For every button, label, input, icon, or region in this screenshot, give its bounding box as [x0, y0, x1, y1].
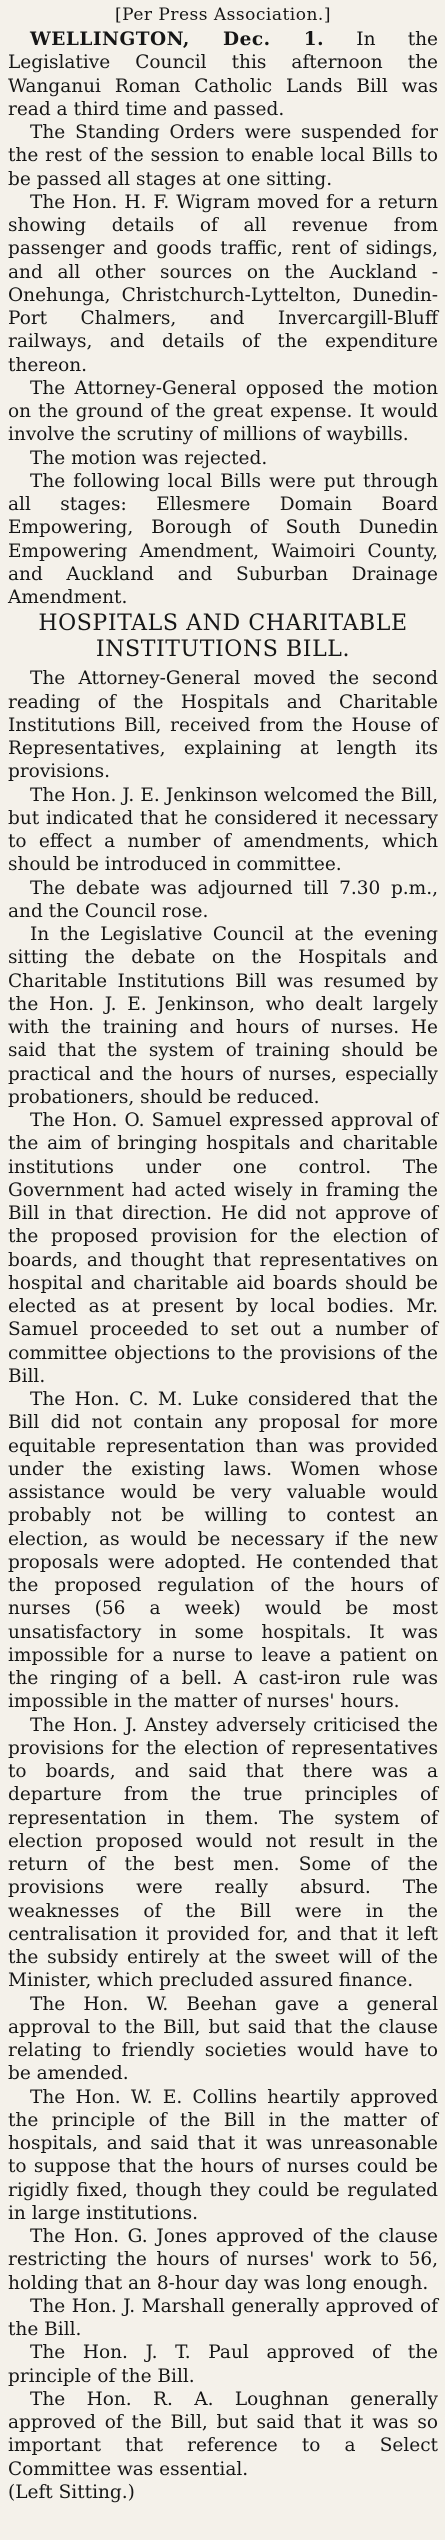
article-paragraph: The Hon. J. T. Paul approved of the principle of the Bill. [8, 2342, 438, 2387]
article-paragraph: In the Legislative Council at the evening sitting the debate on the Hospitals and Charitable Institutions Bill was resumed by the Hon. J. E. Jenkinson, who dealt largely with the training and hours of nurses. He said that the system of training should be practical and the hours of nurses, especially probationers, should be reduced. [8, 924, 438, 1108]
lead-paragraph [8, 28, 438, 121]
article-paragraph: The following local Bills were put through all stages: Ellesmere Domain Board Empowering, Borough of South Dunedin Empowering Amendment, Waimoiri County, and Auckland and Suburban Drainage Amendment. [8, 470, 438, 608]
article-paragraph: The Hon. G. Jones approved of the clause restricting the hours of nurses' work to 56, holding that an 8-hour day was long enough. [8, 2226, 438, 2294]
article-paragraph: The Hon. R. A. Loughnan generally approved of the Bill, but said that it was so important that reference to a Select Committee was essential. [8, 2388, 438, 2480]
article-paragraph: The Attorney-General opposed the motion on the ground of the great expense. It would involve the scrutiny of millions of waybills. [8, 377, 438, 446]
article-paragraph: The Hon. J. E. Jenkinson welcomed the Bill, but indicated that he considered it necessary to effect a number of amendments, which should be introduced in committee. [8, 784, 438, 876]
closing-note: (Left Sitting.) [8, 2481, 135, 2503]
article-paragraph: The Hon. J. Anstey adversely criticised the provisions for the election of representatives to boards, and said that there was a departure from the true principles of representation in them. The system of election proposed would not result in the return of the best men. Some of the provisions were really absurd. The weaknesses of the Bill were in the centralisation it provided for, and that it left the subsidy entirely at the sweet will of the Minister, which precluded assured finance. [8, 1714, 438, 1992]
bill-debate [8, 667, 438, 2481]
article-paragraph: The Hon. W. E. Collins heartily approved the principle of the Bill in the matter of hospitals, and said that it was unreasonable to suppose that the hours of nurses could be rigidly fixed, though they could be regulated in large institutions. [8, 2086, 438, 2224]
article-paragraph: The Hon. O. Samuel expressed approval of the aim of bringing hospitals and charitable institutions under one control. The Government had acted wisely in framing the Bill in that direction. He did not approve of the proposed provision for the election of boards, and thought that representatives on hospital and charitable aid boards should be elected as at present by local bodies. Mr. Samuel proceeded to set out a number of committee objections to the provisions of the Bill. [8, 1110, 438, 1387]
section-heading: HOSPITALS AND CHARITABLE INSTITUTIONS BILL. [38, 611, 408, 663]
press-agency-credit: [Per Press Association.] [115, 5, 331, 25]
article-paragraph: The Hon. J. Marshall generally approved of the Bill. [8, 2295, 438, 2340]
article-paragraph: The motion was rejected. [30, 447, 268, 469]
article-paragraph: The Hon. W. Beehan gave a general approval to the Bill, but said that the clause relating to friendly societies would have to be amended. [8, 1993, 438, 2085]
dateline: WELLINGTON, Dec. 1. [30, 29, 325, 50]
article-paragraph: The Standing Orders were suspended for the rest of the session to enable local Bills to be passed all stages at one sitting. [8, 122, 438, 190]
article-paragraph: The Hon. H. F. Wigram moved for a return showing details of all revenue from passenger and goods traffic, rent of sidings, and all other sources on the Auckland - Onehunga, Christchurch-Lyttelton, Dunedin-Port Chalmers, and Invercargill-Bluff railways, and details of the expenditure thereon. [8, 191, 438, 376]
news-column [8, 4, 438, 2504]
lead-text: In the Legislative Council this afternoon the Wanganui Roman Catholic Lands Bill was read a third time and passed. [8, 29, 438, 120]
article-paragraph: The debate was adjourned till 7.30 p.m., and the Council rose. [8, 877, 438, 922]
article-paragraph: The Hon. C. M. Luke considered that the Bill did not contain any proposal for more equitable representation than was provided under the existing laws. Women whose assistance would be very valuable would probably not be willing to contest an election, as would be necessary if the new proposals were adopted. He contended that the proposed regulation of the hours of nurses (56 a week) would be most unsatisfactory in some hospitals. It was impossible for a nurse to leave a patient on the ringing of a bell. A cast-iron rule was impossible in the matter of nurses' hours. [8, 1389, 438, 1713]
council-proceedings [8, 121, 438, 609]
article-paragraph: The Attorney-General moved the second reading of the Hospitals and Charitable Institutions Bill, received from the House of Representatives, explaining at length its provisions. [8, 668, 438, 783]
